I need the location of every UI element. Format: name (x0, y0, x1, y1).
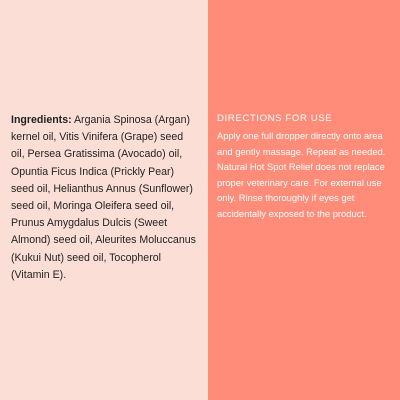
directions-line: Natural Hot Spot Relief does not replace (217, 161, 385, 173)
directions-line: accidentally exposed to the product. (217, 207, 367, 219)
directions-text (217, 128, 400, 222)
directions-line: and gently massage. Repeat as needed. (217, 145, 386, 157)
directions-line: Apply one full dropper directly onto area (217, 130, 383, 141)
directions-title: DIRECTIONS FOR USE (217, 113, 333, 124)
ingredients-text: Argania Spinosa (Argan) kernel oil, Vitis Vinifera (Grape) seed oil, Persea Gratissima (Avocado) oil, Opuntia Ficus Indica (Prickly Pear) seed oil, Helianthus Annus (Sunflower) seed oil, Moringa Oleifera seed oil, Prunus Amygdalus Dulcis (Sweet Almond) seed oil, Aleurites Moluccanus (Kukui Nut) seed oil, Tocopherol (Vitamin E). (11, 114, 196, 281)
ingredients-label: Ingredients: (11, 114, 72, 126)
directions-line: proper veterinary care. For external use (217, 176, 382, 188)
ingredients-paragraph (11, 112, 196, 284)
directions-line: only. Rinse thoroughly if eyes get (217, 192, 355, 204)
directions-panel (208, 0, 400, 400)
